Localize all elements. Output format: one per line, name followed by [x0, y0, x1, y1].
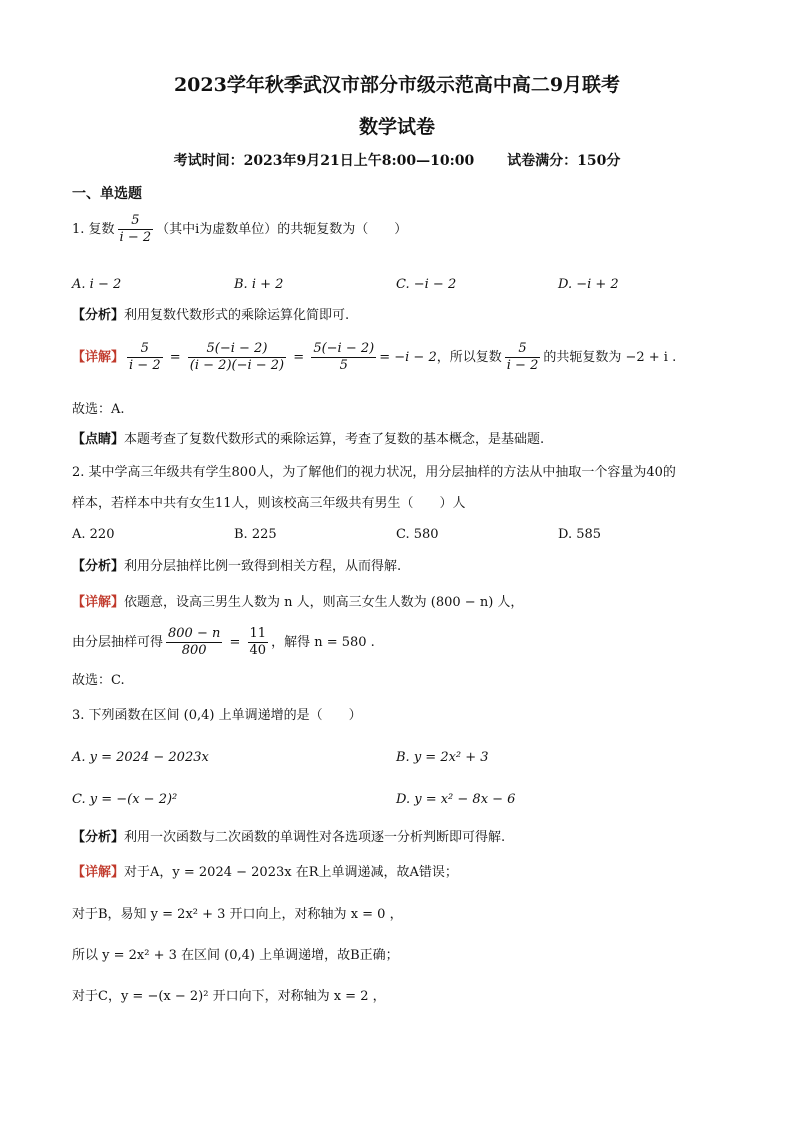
q1-fraction: $\frac{5}{i - 2}$: [119, 213, 152, 245]
q1-detail: 【详解】 $\frac{5}{i - 2}$ = $\frac{5(-i - 2)}{(i - 2)(-i - 2)}$ = $\frac{5(-i - 2)}{5}$ = −i − 2，所以复数 $\frac{5}{i - 2}$ 的共轭复数为 −2 + i .: [72, 341, 677, 373]
q2-option-c: C. 580: [396, 527, 439, 542]
exam-subtitle: 数学试卷: [358, 116, 435, 138]
q1-analysis: 【分析】利用复数代数形式的乘除运算化简即可.: [72, 308, 350, 323]
q3-detail-1: 【详解】对于A，y = 2024 − 2023x 在R上单调递减，故A错误；: [72, 865, 458, 880]
q2-stem-line2: 样本，若样本中共有女生11人，则该校高三年级共有男生（ ）人: [72, 496, 466, 511]
q1-option-a: A. i − 2: [72, 277, 122, 292]
section-heading: 一、单选题: [72, 186, 142, 202]
q2-detail-2: 由分层抽样可得 $\frac{800 - n}{800}$ = $\frac{11}{40}$ ，解得 n = 580 .: [72, 626, 375, 658]
q2-option-b: B. 225: [234, 527, 277, 542]
q3-option-d: D. y = x² − 8x − 6: [396, 792, 516, 807]
q2-option-a: A. 220: [72, 527, 115, 542]
exam-meta: [0, 150, 794, 170]
full-score: 试卷满分：150分: [507, 153, 621, 169]
q1-option-d: D. −i + 2: [558, 277, 619, 292]
q1-answer: 故选：A.: [72, 402, 125, 417]
q1-option-c: C. −i − 2: [396, 277, 457, 292]
q2-answer: 故选：C.: [72, 673, 125, 688]
q2-stem-line1: 2. 某中学高三年级共有学生800人，为了解他们的视力状况，用分层抽样的方法从中抽取一个容量为40的: [72, 465, 676, 480]
q3-detail-3: 所以 y = 2x² + 3 在区间 (0,4) 上单调递增，故B正确；: [72, 948, 399, 963]
q3-option-c: C. y = −(x − 2)²: [72, 792, 178, 807]
q2-option-d: D. 585: [558, 527, 602, 542]
q3-detail-2: 对于B，易知 y = 2x² + 3 开口向上，对称轴为 x = 0 ，: [72, 907, 403, 922]
exam-title: 2023学年秋季武汉市部分市级示范高中高二9月联考: [173, 74, 621, 96]
q3-stem: 3. 下列函数在区间 (0,4) 上单调递增的是（ ）: [72, 708, 362, 723]
exam-time: 考试时间：2023年9月21日上午8:00—10:00: [173, 153, 475, 169]
q2-detail-1: 【详解】依题意，设高三男生人数为 n 人，则高三女生人数为 (800 − n) 人，: [72, 595, 524, 610]
q3-analysis: 【分析】利用一次函数与二次函数的单调性对各选项逐一分析判断即可得解.: [72, 830, 506, 845]
q2-analysis: 【分析】利用分层抽样比例一致得到相关方程，从而得解.: [72, 559, 402, 574]
q1-option-b: B. i + 2: [234, 277, 284, 292]
q3-option-a: A. y = 2024 − 2023x: [72, 750, 209, 765]
q1-comment: 【点睛】本题考查了复数代数形式的乘除运算，考查了复数的基本概念，是基础题.: [72, 432, 545, 447]
q1-stem: 1. 复数 $\frac{5}{i - 2}$ （其中i为虚数单位）的共轭复数为（ ）: [72, 213, 408, 245]
q3-option-b: B. y = 2x² + 3: [396, 750, 489, 765]
q3-detail-4: 对于C，y = −(x − 2)² 开口向下，对称轴为 x = 2 ，: [72, 989, 386, 1004]
